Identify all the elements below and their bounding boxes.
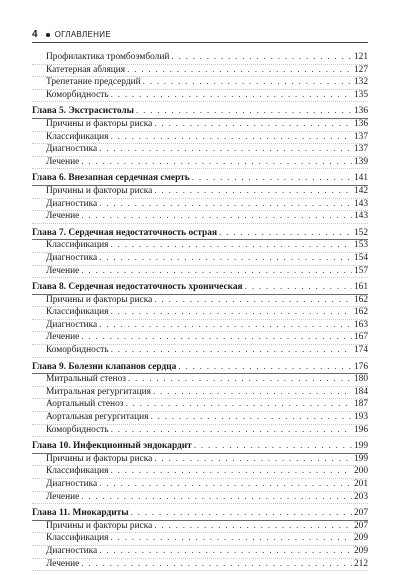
dot-leader [81, 211, 352, 223]
entry-title: Причины и факторы риска [46, 294, 153, 305]
entry-title: Лечение [46, 211, 80, 222]
page-ref: 167 [353, 332, 368, 343]
page-ref: 209 [353, 533, 368, 544]
page-ref: 193 [353, 412, 368, 423]
dot-leader [154, 521, 352, 533]
page-ref: 136 [353, 118, 368, 129]
toc-section [32, 173, 368, 223]
dot-leader [110, 533, 351, 545]
page-ref: 143 [353, 198, 368, 209]
page-ref: 161 [353, 282, 368, 293]
entry-title: Классификация [46, 240, 109, 251]
dot-leader [110, 466, 351, 478]
chapter-title: Глава 7. Сердечная недостаточность острая [32, 227, 218, 238]
toc-chapter-row[interactable] [32, 173, 368, 186]
page-ref: 207 [353, 520, 368, 531]
entry-title: Коморбидность [46, 89, 109, 100]
toc-entry-row[interactable] [32, 546, 368, 559]
dot-leader [125, 399, 351, 411]
page-ref: 139 [353, 156, 368, 167]
page-ref: 196 [353, 424, 368, 435]
dot-leader [99, 144, 352, 156]
dot-leader [143, 77, 352, 89]
entry-title: Лечение [46, 558, 80, 569]
page-ref: 187 [353, 399, 368, 410]
entry-title: Коморбидность [46, 345, 109, 356]
page-ref: 200 [353, 466, 368, 477]
dot-leader [111, 425, 352, 437]
toc-entry-row[interactable] [32, 345, 368, 358]
dot-leader [110, 240, 351, 252]
toc-entry-row[interactable] [32, 454, 368, 467]
entry-title: Профилактика тромбоэмболий [46, 52, 170, 62]
toc-chapter-row[interactable] [32, 282, 368, 295]
toc-entry-row[interactable] [32, 266, 368, 279]
dot-leader [153, 387, 352, 399]
entry-title: Аортальная регургитация [46, 412, 149, 423]
toc-entry-row[interactable] [32, 320, 368, 333]
dot-leader [99, 253, 352, 265]
toc-section [32, 508, 368, 571]
dot-leader [111, 90, 352, 102]
toc-entry-row[interactable] [32, 132, 368, 145]
dot-leader [171, 52, 352, 64]
toc-entry-row[interactable] [32, 479, 368, 492]
running-title: ОГЛАВЛЕНИЕ [54, 30, 111, 39]
entry-title: Лечение [46, 265, 80, 276]
page-ref: 143 [353, 211, 368, 222]
toc-entry-row[interactable] [32, 211, 368, 224]
toc-entry-row[interactable] [32, 90, 368, 103]
page-ref: 154 [353, 252, 368, 263]
toc-chapter-row[interactable] [32, 106, 368, 119]
page-ref: 162 [353, 294, 368, 305]
toc-entry-row[interactable] [32, 412, 368, 425]
dot-leader [154, 186, 352, 198]
toc-entry-row[interactable] [32, 119, 368, 132]
entry-title: Коморбидность [46, 424, 109, 435]
toc-entry-row[interactable] [32, 425, 368, 438]
toc-entry-row[interactable] [32, 332, 368, 345]
toc-chapter-row[interactable] [32, 508, 368, 521]
toc-entry-row[interactable] [32, 295, 368, 308]
toc-entry-row[interactable] [32, 144, 368, 157]
page-ref: 203 [353, 491, 368, 502]
page-ref: 127 [353, 64, 368, 75]
entry-title: Диагностика [46, 545, 98, 556]
dot-leader [99, 479, 352, 491]
chapter-title: Глава 9. Болезни клапанов сердца [32, 361, 177, 372]
toc-entry-row[interactable] [32, 521, 368, 534]
page-ref: 199 [353, 453, 368, 464]
toc-section [32, 228, 368, 278]
page-ref: 157 [353, 265, 368, 276]
dot-leader [81, 559, 352, 571]
toc-entry-row[interactable] [32, 492, 368, 505]
chapter-title: Глава 5. Экстрасистолы [32, 106, 134, 117]
entry-title: Катетерная абляция [46, 64, 126, 75]
dot-leader [154, 454, 352, 466]
toc-section [32, 106, 368, 169]
page-ref: 162 [353, 307, 368, 318]
entry-title: Причины и факторы риска [46, 185, 153, 196]
chapter-title: Глава 8. Сердечная недостаточность хроническая [32, 282, 243, 293]
toc-chapter-row[interactable] [32, 362, 368, 375]
dot-leader [127, 65, 352, 77]
dot-leader [110, 132, 351, 144]
dot-leader [99, 320, 352, 332]
entry-title: Митральный стеноз [46, 374, 126, 385]
dot-leader [192, 173, 352, 185]
page-ref: 132 [353, 77, 368, 88]
chapter-title: Глава 11. Миокардиты [32, 508, 129, 519]
entry-title: Митральная регургитация [46, 386, 151, 397]
entry-title: Классификация [46, 533, 109, 544]
toc-entry-row[interactable] [32, 399, 368, 412]
page-number: 4 [32, 29, 38, 40]
dot-leader [81, 157, 352, 169]
table-of-contents [32, 52, 368, 575]
dot-leader [154, 295, 352, 307]
toc-entry-row[interactable] [32, 77, 368, 90]
bullet-icon [46, 33, 50, 37]
dot-leader [150, 412, 351, 424]
dot-leader [81, 492, 352, 504]
running-header [32, 29, 368, 40]
toc-entry-row[interactable] [32, 533, 368, 546]
dot-leader [131, 508, 352, 520]
entry-title: Классификация [46, 307, 109, 318]
dot-leader [110, 307, 351, 319]
page-ref: 137 [353, 144, 368, 155]
page-ref: 152 [353, 227, 368, 238]
dot-leader [219, 228, 352, 240]
entry-title: Причины и факторы риска [46, 520, 153, 531]
toc-section [32, 362, 368, 438]
toc-entry-row[interactable] [32, 253, 368, 266]
chapter-title: Глава 6. Внезапная сердечная смерть [32, 173, 190, 184]
dot-leader [81, 266, 352, 278]
toc-section [32, 52, 368, 102]
page-ref: 207 [353, 508, 368, 519]
page-ref: 180 [353, 374, 368, 385]
dot-leader [128, 374, 352, 386]
dot-leader [154, 119, 352, 131]
entry-title: Диагностика [46, 144, 98, 155]
page-ref: 135 [353, 89, 368, 100]
entry-title: Лечение [46, 332, 80, 343]
entry-title: Причины и факторы риска [46, 453, 153, 464]
toc-entry-row[interactable] [32, 559, 368, 572]
page-ref: 184 [353, 386, 368, 397]
page-ref: 199 [353, 441, 368, 452]
toc-chapter-row[interactable] [32, 441, 368, 454]
dot-leader [178, 362, 352, 374]
toc-entry-row[interactable] [32, 374, 368, 387]
chapter-title: Глава 10. Инфекционный эндокардит [32, 441, 192, 452]
dot-leader [81, 332, 352, 344]
page-ref: 121 [353, 52, 368, 62]
page-ref: 209 [353, 545, 368, 556]
entry-title: Классификация [46, 466, 109, 477]
page-ref: 163 [353, 319, 368, 330]
dot-leader [99, 199, 352, 211]
toc-entry-row[interactable] [32, 186, 368, 199]
page-ref: 136 [353, 106, 368, 117]
entry-title: Причины и факторы риска [46, 118, 153, 129]
page-ref: 137 [353, 131, 368, 142]
page-ref: 141 [353, 173, 368, 184]
toc-entry-row[interactable] [32, 65, 368, 78]
toc-entry-row[interactable] [32, 307, 368, 320]
toc-entry-row[interactable] [32, 157, 368, 170]
entry-title: Лечение [46, 156, 80, 167]
entry-title: Аортальный стеноз [46, 399, 124, 410]
dot-leader [99, 546, 352, 558]
toc-chapter-row[interactable] [32, 228, 368, 241]
page-ref: 174 [353, 345, 368, 356]
entry-title: Диагностика [46, 252, 98, 263]
dot-leader [136, 106, 352, 118]
page-ref: 212 [353, 558, 368, 569]
page-ref: 153 [353, 240, 368, 251]
toc-section [32, 441, 368, 504]
toc-section [32, 282, 368, 358]
toc-entry-row[interactable] [32, 387, 368, 400]
entry-title: Диагностика [46, 479, 98, 489]
toc-entry-row[interactable] [32, 199, 368, 212]
entry-title: Диагностика [46, 198, 98, 209]
entry-title: Диагностика [46, 319, 98, 330]
entry-title: Лечение [46, 491, 80, 502]
toc-entry-row[interactable] [32, 240, 368, 253]
toc-entry-row[interactable] [32, 466, 368, 479]
dot-leader [194, 441, 352, 453]
dot-leader [111, 345, 352, 357]
header-rule [32, 42, 368, 43]
page-ref: 176 [353, 361, 368, 372]
page-ref: 142 [353, 185, 368, 196]
entry-title: Классификация [46, 131, 109, 142]
page-ref: 201 [353, 479, 368, 489]
toc-entry-row[interactable] [32, 52, 368, 65]
entry-title: Трепетание предсердий [46, 77, 141, 88]
dot-leader [245, 282, 352, 294]
